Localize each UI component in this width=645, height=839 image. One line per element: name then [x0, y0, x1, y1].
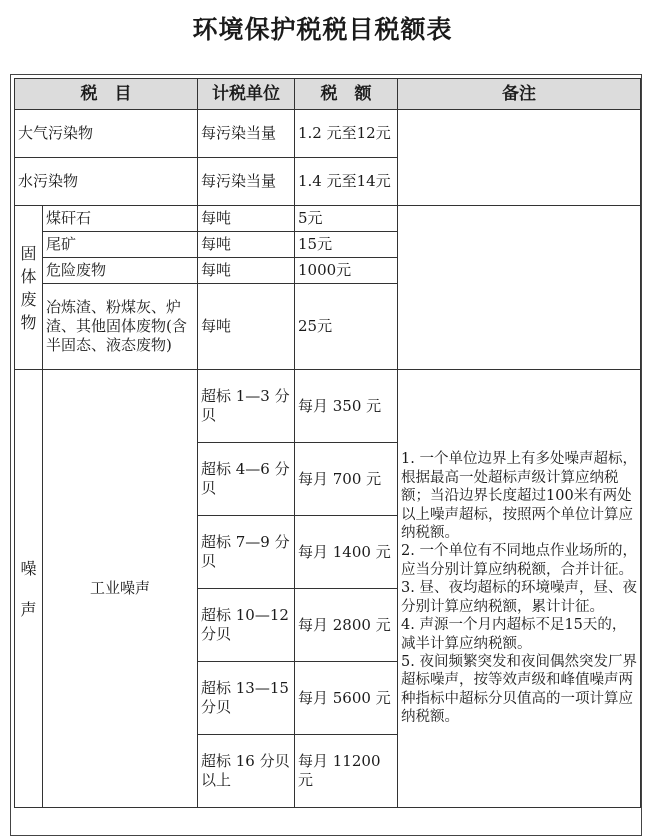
header-notes: 备注: [398, 79, 641, 110]
solid-char-4: 物: [20, 312, 37, 332]
noise-amount: 每月 2800 元: [295, 589, 398, 662]
noise-subcategory: 工业噪声: [43, 370, 198, 808]
solid-item-name: 冶炼渣、粉煤灰、炉渣、其他固体废物(含半固态、液态废物): [43, 284, 198, 370]
noise-amount: 每月 5600 元: [295, 662, 398, 735]
solid-item-amount: 1000元: [295, 258, 398, 284]
page-title: 环境保护税税目税额表: [192, 15, 453, 44]
solid-item-amount: 15元: [295, 232, 398, 258]
noise-note-4: 4. 声源一个月内超标不足15天的，减半计算应纳税额。: [401, 617, 627, 652]
solid-char-3: 废: [20, 289, 37, 309]
header-item: 税 目: [15, 79, 198, 110]
solid-item-unit: 每吨: [198, 258, 295, 284]
noise-char-2: 声: [20, 599, 37, 619]
solid-category: [15, 206, 43, 370]
noise-category: [15, 370, 43, 808]
noise-note-3: 3. 昼、夜均超标的环境噪声，昼、夜分别计算应纳税额，累计计征。: [401, 580, 637, 615]
table-header-row: [15, 79, 641, 110]
water-item: 水污染物: [15, 158, 198, 206]
table-row-noise-1: [15, 370, 641, 443]
noise-unit: 超标 10—12 分贝: [198, 589, 295, 662]
noise-amount: 每月 700 元: [295, 443, 398, 516]
solid-item-amount: 25元: [295, 284, 398, 370]
solid-item-name: 危险废物: [43, 258, 198, 284]
noise-char-1: 噪: [20, 558, 37, 578]
air-amount: 1.2 元至12元: [295, 110, 398, 158]
solid-char-2: 体: [20, 266, 37, 286]
water-unit: 每污染当量: [198, 158, 295, 206]
solid-item-name: 煤矸石: [43, 206, 198, 232]
header-amount: 税 额: [295, 79, 398, 110]
table-row-air: [15, 110, 641, 158]
notes-empty-2: [398, 206, 641, 370]
air-unit: 每污染当量: [198, 110, 295, 158]
water-amount: 1.4 元至14元: [295, 158, 398, 206]
solid-char-1: 固: [20, 243, 37, 263]
solid-item-amount: 5元: [295, 206, 398, 232]
noise-unit: 超标 13—15 分贝: [198, 662, 295, 735]
solid-item-unit: 每吨: [198, 232, 295, 258]
header-unit: 计税单位: [198, 79, 295, 110]
noise-unit: 超标 4—6 分贝: [198, 443, 295, 516]
tax-table: [14, 78, 641, 808]
noise-note-5: 5. 夜间频繁突发和夜间偶然突发厂界超标噪声，按等效声级和峰值噪声两种指标中超标分贝值高的一项计算应纳税额。: [401, 653, 637, 726]
air-item: 大气污染物: [15, 110, 198, 158]
noise-amount: 每月 350 元: [295, 370, 398, 443]
notes-empty-1: [398, 110, 641, 206]
solid-item-unit: 每吨: [198, 206, 295, 232]
noise-note-2: 2. 一个单位有不同地点作业场所的，应当分别计算应纳税额，合并计征。: [401, 543, 637, 578]
noise-amount: 每月 1400 元: [295, 516, 398, 589]
noise-unit: 超标 1—3 分贝: [198, 370, 295, 443]
table-row-solid-1: [15, 206, 641, 232]
noise-amount: 每月 11200 元: [295, 735, 398, 808]
noise-unit: 超标 16 分贝以上: [198, 735, 295, 808]
noise-notes: [398, 370, 641, 808]
solid-item-unit: 每吨: [198, 284, 295, 370]
noise-unit: 超标 7—9 分贝: [198, 516, 295, 589]
solid-item-name: 尾矿: [43, 232, 198, 258]
noise-note-1: 1. 一个单位边界上有多处噪声超标，根据最高一处超标声级计算应纳税额；当沿边界长度超过100米有两处以上噪声超标，按照两个单位计算应纳税额。: [401, 451, 637, 542]
